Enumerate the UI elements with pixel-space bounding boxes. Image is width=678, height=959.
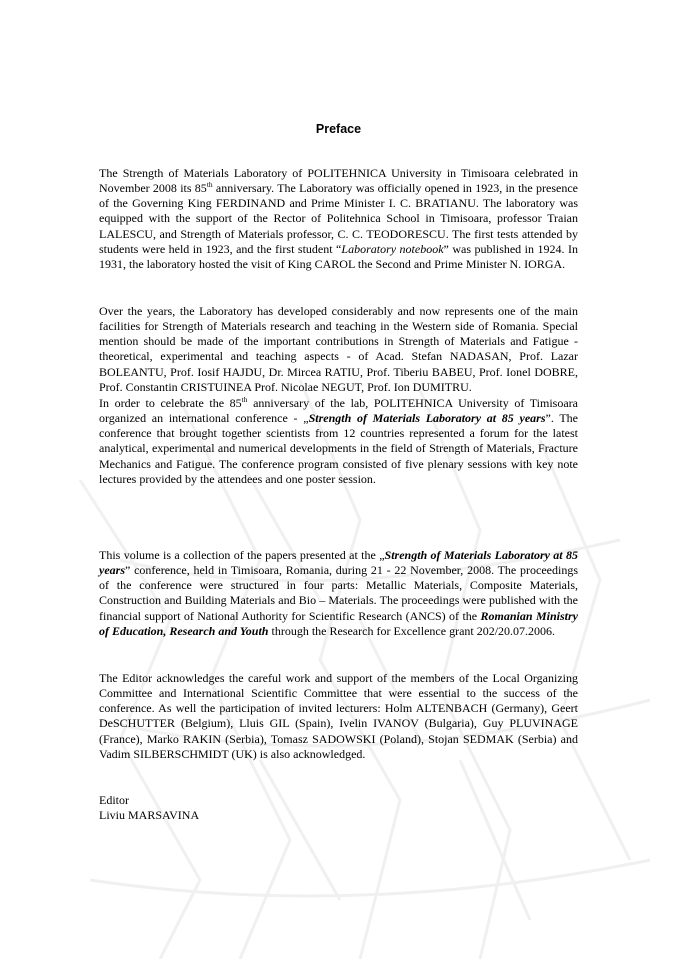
p1-superscript: th xyxy=(206,180,213,190)
p4-text-c: through the Research for Excellence grant 202/20.07.2006. xyxy=(268,623,556,638)
signature-role: Editor xyxy=(99,793,129,807)
paragraph-acknowledgements: The Editor acknowledges the careful work and support of the members of the Local Organizing Committee and International Scientific Committee that were essential to the success of the conference. As well the participation of invited lecturers: Holm ALTENBACH (Germany), Geert DeSCHUTTER (Belgium), Lluis GIL (Spain), Ivelin IVANOV (Bulgaria), Guy PLUVINAGE (France), Marko RAKIN (Serbia), Tomasz SADOWSKI (Poland), Stojan SEDMAK (Serbia) and Vadim SILBERSCHMIDT (UK) is also acknowledged. xyxy=(99,671,578,761)
p4-text-a: This volume is a collection of the papers presented at the „ xyxy=(99,548,385,562)
p4-text-b: ” conference, held in Timisoara, Romania, during 21 - 22 November, 2008. The proceedings of the conference were structured in four parts: Metallic Materials, Composite Materials, Construction and Building Materials and Bio – Materials. The proceedings were published with the financial support of National Authority for Scientific Research (ANCS) of the xyxy=(99,563,578,623)
paragraph-development: Over the years, the Laboratory has developed considerably and now represents one of the main facilities for Strength of Materials research and teaching in the Western side of Romania. Special mention should be made of the important contributions in Strength of Materials and Fatigue - theoretical, experimental and teaching aspects - of Acad. Stefan NADASAN, Prof. Lazar BOLEANTU, Prof. Iosif HAJDU, Dr. Mircea RATIU, Prof. Tiberiu BABEU, Prof. Ionel DOBRE, Prof. Constantin CRISTUINEA Prof. Nicolae NEGUT, Prof. Ion DUMITRU. xyxy=(99,304,578,394)
p3-conference-title: Strength of Materials Laboratory at 85 years xyxy=(308,411,546,426)
p3-superscript: th xyxy=(241,395,248,404)
p3-text-b: anniversary of the lab, POLITEHNICA University of Timisoara organized an international conference - „ xyxy=(99,396,578,426)
p4-conference-title: Strength of Materials Laboratory at 85 years xyxy=(99,548,578,578)
signature-name: Liviu MARSAVINA xyxy=(99,808,200,823)
p1-text-c: ” was published in 1924. In 1931, the laboratory hosted the visit of King CAROL the Second and Prime Minister N. IORGA. xyxy=(99,241,578,271)
p4-ministry-name: Romanian Ministry of Education, Research and Youth xyxy=(99,608,578,638)
p1-italic-title: Laboratory notebook xyxy=(341,241,444,256)
p1-text-b: anniversary. The Laboratory was officially opened in 1923, in the presence of the Governing King FERDINAND and Prime Minister I. C. BRATIANU. The laboratory was equipped with the support of the Rector of Politehnica School in Timisoara, professor Traian LALESCU, and Strength of Materials professor, C. C. TEODORESCU. The first tests attended by students were held in 1923, and the first student “ xyxy=(99,181,578,256)
p1-text-a: The Strength of Materials Laboratory of POLITEHNICA University in Timisoara celebrated in November 2008 its 85 xyxy=(99,166,578,196)
page-title: Preface xyxy=(315,122,362,136)
signature-block xyxy=(99,793,578,823)
paragraph-history xyxy=(99,166,578,272)
p3-text-a: In order to celebrate the 85 xyxy=(99,396,242,410)
paragraph-conference xyxy=(99,396,578,487)
p3-text-c: ”. The conference that brought together scientists from 12 countries represented a forum for the latest analytical, experimental and numerical developments in the field of Strength of Materials, Fracture Mechanics and Fatigue. The conference program consisted of five plenary sessions with key note lectures provided by the attendees and one poster session. xyxy=(99,411,578,486)
paragraph-volume xyxy=(99,548,578,639)
